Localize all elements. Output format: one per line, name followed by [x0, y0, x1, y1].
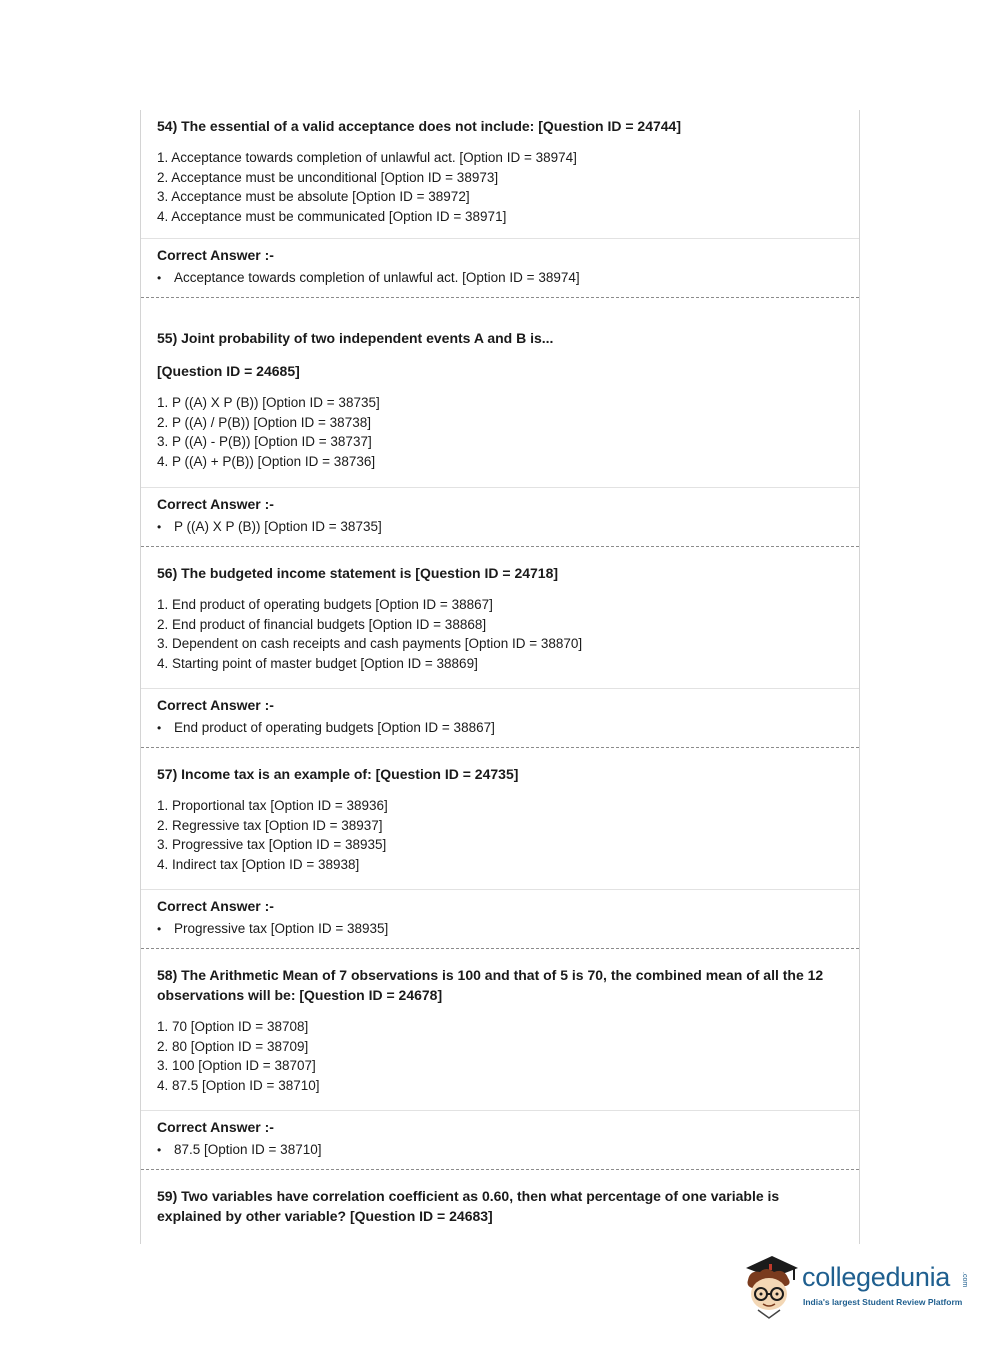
question-58 — [141, 948, 859, 1110]
option: 4. Indirect tax [Option ID = 38938] — [157, 856, 360, 872]
option: 4. Acceptance must be communicated [Option ID = 38971] — [157, 208, 507, 224]
bullet-icon: • — [157, 1143, 162, 1157]
option: 4. P ((A) + P(B)) [Option ID = 38736] — [157, 453, 376, 469]
logo-suffix: .com — [961, 1272, 968, 1288]
question-title: 57) Income tax is an example of: [Question ID = 24735] — [157, 766, 519, 782]
option: 3. Progressive tax [Option ID = 38935] — [157, 837, 387, 852]
options-list — [157, 148, 843, 226]
question-55 — [141, 297, 859, 487]
option: 2. 80 [Option ID = 38709] — [157, 1038, 309, 1054]
correct-answer: • 87.5 [Option ID = 38710] — [157, 1140, 843, 1160]
question-54 — [141, 110, 859, 238]
correct-answer-label: Correct Answer :- — [157, 247, 274, 263]
answer-58 — [141, 1110, 859, 1169]
correct-answer-label: Correct Answer :- — [157, 697, 274, 713]
answer-54 — [141, 238, 859, 297]
answer-57 — [141, 889, 859, 948]
option: 3. Dependent on cash receipts and cash payments [Option ID = 38870] — [157, 636, 583, 651]
option: 1. Proportional tax [Option ID = 38936] — [157, 798, 388, 813]
option: 2. Acceptance must be unconditional [Option ID = 38973] — [157, 169, 499, 185]
options-list — [157, 1017, 843, 1095]
options-list — [157, 595, 843, 673]
correct-answer-label: Correct Answer :- — [157, 1119, 274, 1135]
correct-answer-label: Correct Answer :- — [157, 898, 274, 914]
bullet-icon: • — [157, 721, 162, 735]
options-list — [157, 393, 843, 471]
correct-answer: • Progressive tax [Option ID = 38935] — [157, 919, 843, 939]
correct-answer: • End product of operating budgets [Option ID = 38867] — [157, 718, 843, 738]
option: 1. P ((A) X P (B)) [Option ID = 38735] — [157, 395, 380, 410]
question-title: 55) Joint probability of two independent events A and B is... — [157, 330, 554, 346]
option: 1. Acceptance towards completion of unlawful act. [Option ID = 38974] — [157, 150, 577, 165]
option: 4. 87.5 [Option ID = 38710] — [157, 1077, 320, 1093]
options-list — [157, 796, 843, 874]
question-57 — [141, 747, 859, 889]
mascot-icon — [742, 1250, 800, 1320]
question-title: 58) The Arithmetic Mean of 7 observations is 100 and that of 5 is 70, the combined mean of all the 12 observations will be: [Question ID = 24678] — [157, 967, 824, 1003]
correct-answer-label: Correct Answer :- — [157, 496, 274, 512]
correct-answer: • Acceptance towards completion of unlawful act. [Option ID = 38974] — [157, 268, 843, 288]
bullet-icon: • — [157, 520, 162, 534]
question-paper — [140, 110, 860, 1244]
option: 1. 70 [Option ID = 38708] — [157, 1019, 309, 1034]
option: 3. P ((A) - P(B)) [Option ID = 38737] — [157, 434, 372, 449]
answer-55 — [141, 487, 859, 546]
bullet-icon: • — [157, 922, 162, 936]
option: 2. Regressive tax [Option ID = 38937] — [157, 817, 383, 833]
option: 2. End product of financial budgets [Option ID = 38868] — [157, 616, 487, 632]
question-56 — [141, 546, 859, 688]
question-id: [Question ID = 24685] — [157, 363, 300, 379]
question-59 — [141, 1169, 859, 1244]
option: 3. Acceptance must be absolute [Option ID = 38972] — [157, 189, 470, 204]
logo-wordmark: collegedunia — [802, 1262, 951, 1292]
correct-answer: • P ((A) X P (B)) [Option ID = 38735] — [157, 517, 843, 537]
option: 4. Starting point of master budget [Option ID = 38869] — [157, 655, 478, 671]
question-title: 59) Two variables have correlation coefficient as 0.60, then what percentage of one variable is explained by other variable? [Question ID = 24683] — [157, 1188, 780, 1224]
answer-56 — [141, 688, 859, 747]
question-title: 56) The budgeted income statement is [Question ID = 24718] — [157, 565, 559, 581]
collegedunia-logo — [742, 1250, 972, 1322]
option: 1. End product of operating budgets [Option ID = 38867] — [157, 597, 493, 612]
logo-tagline: India's largest Student Review Platform — [803, 1297, 963, 1307]
bullet-icon: • — [157, 271, 162, 285]
option: 2. P ((A) / P(B)) [Option ID = 38738] — [157, 414, 371, 430]
option: 3. 100 [Option ID = 38707] — [157, 1058, 316, 1073]
question-title: 54) The essential of a valid acceptance does not include: [Question ID = 24744] — [157, 118, 681, 134]
